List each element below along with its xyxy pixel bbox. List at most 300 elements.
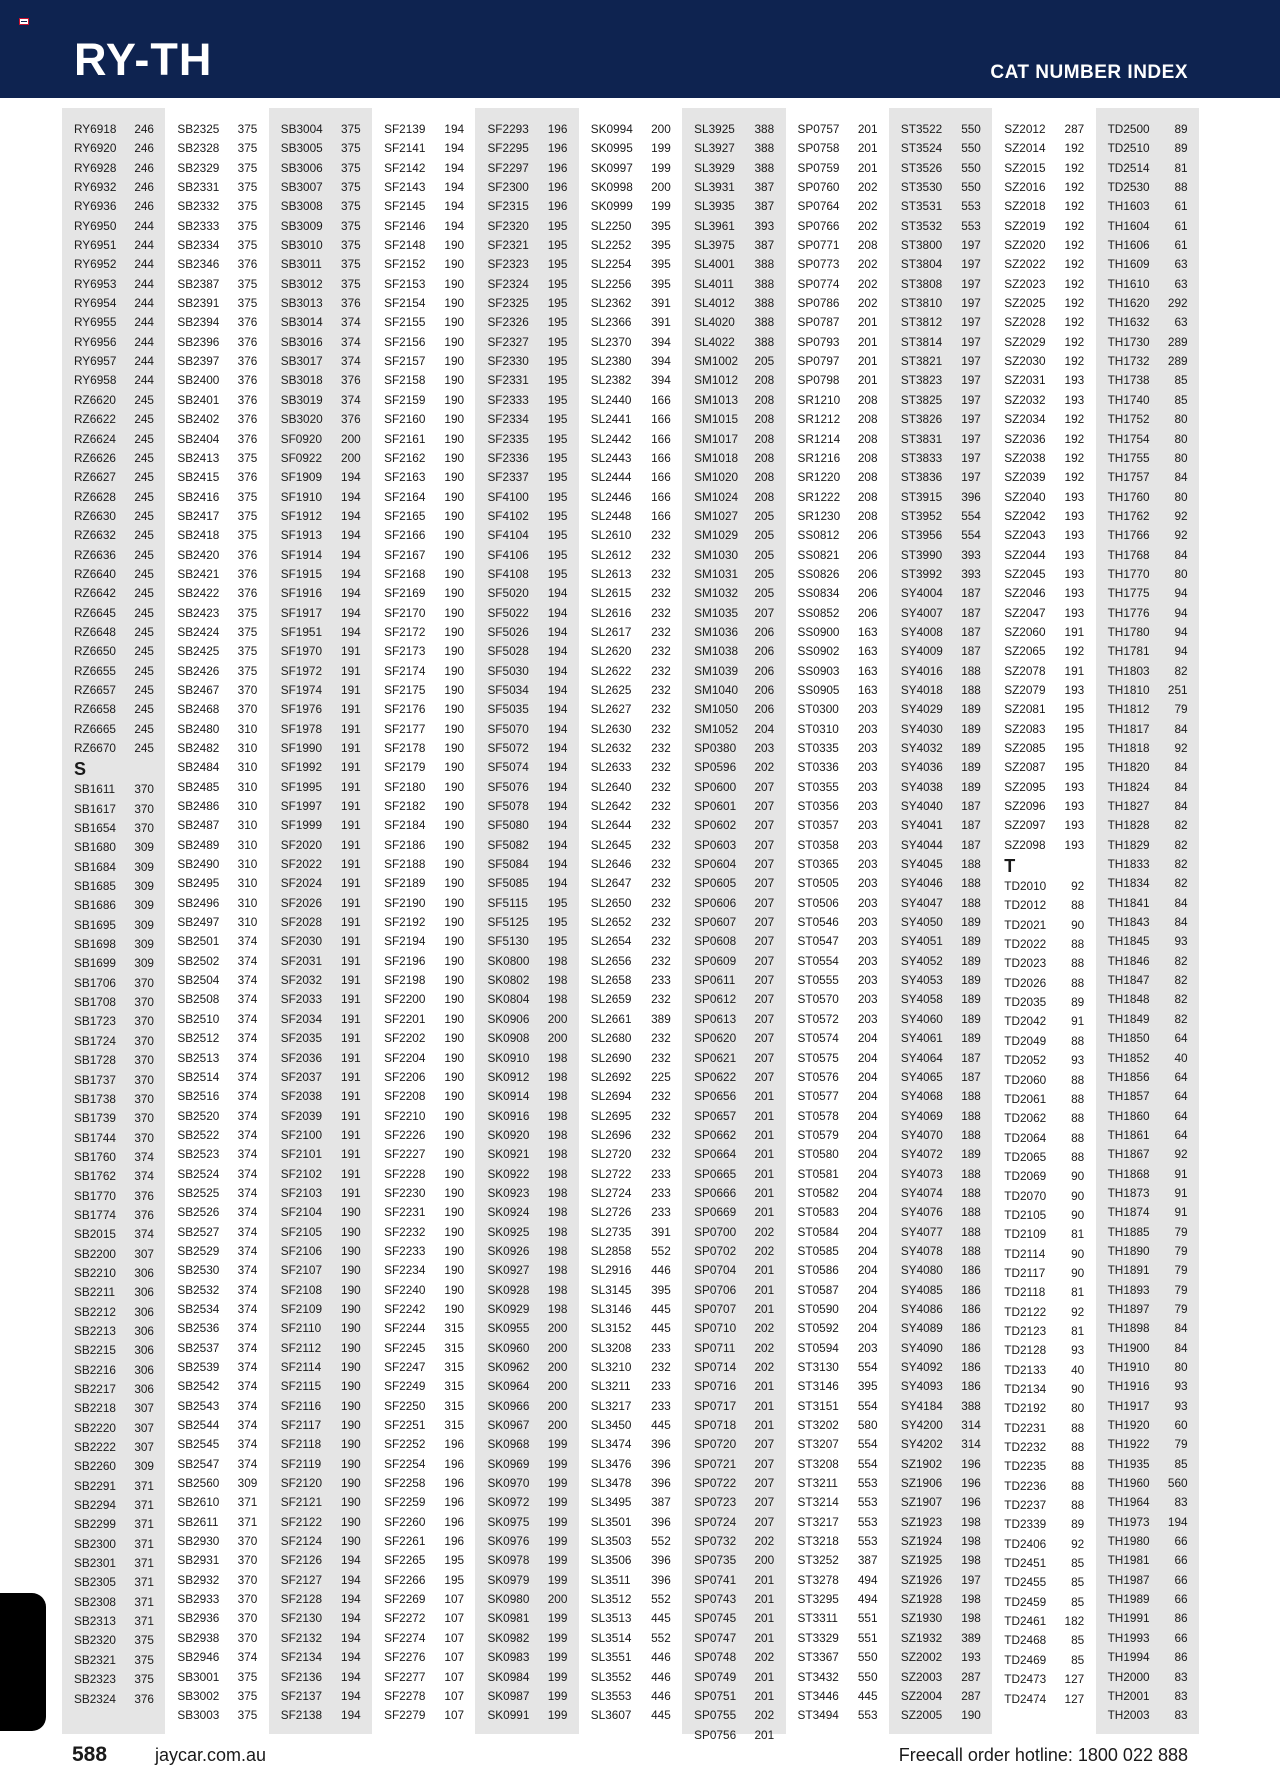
page-ref: 396 [651,1437,671,1452]
cat-number: SB1770 [74,1188,116,1203]
index-entry [901,778,992,797]
index-entry [487,1609,578,1628]
cat-number: SB2299 [74,1517,116,1532]
page-ref: 394 [651,334,671,349]
index-entry [281,816,372,835]
index-entry [1108,874,1199,893]
cat-number: RZ6636 [74,547,116,562]
page-ref: 206 [857,605,878,620]
cat-number: ST3956 [900,528,943,543]
index-entry [694,1145,785,1164]
index-entry [487,1049,578,1068]
page-ref: 245 [134,489,154,504]
page-ref: 374 [237,1166,258,1181]
cat-number: SY4184 [900,1398,943,1413]
page-ref: 166 [651,508,671,523]
index-entry [487,990,578,1009]
cat-number: SL2440 [590,392,632,407]
cat-number: SP0723 [694,1495,737,1510]
cat-number: TH1994 [1107,1650,1150,1665]
page-ref: 192 [1064,238,1085,253]
page-ref: 376 [237,373,258,388]
index-entry [1108,178,1199,197]
page-ref: 246 [134,122,154,136]
index-entry [74,313,165,332]
cat-number: SB2537 [177,1340,220,1355]
cat-number: TH1900 [1107,1340,1150,1355]
index-entry [694,294,785,313]
index-entry [281,642,372,661]
page-ref: 197 [961,373,981,388]
cat-number: SL2650 [590,895,632,910]
index-entry [694,178,785,197]
page-ref: 289 [1167,334,1188,349]
index-entry [901,1184,992,1203]
index-entry [177,1223,268,1242]
cat-number: RZ6632 [74,528,116,543]
cat-number: SK0978 [487,1553,530,1568]
cat-number: SP0716 [694,1379,737,1394]
index-entry [281,236,372,255]
index-entry [384,1648,475,1667]
page-ref: 233 [651,1166,671,1181]
cat-number: TH1768 [1107,547,1150,562]
index-entry [1004,1670,1095,1689]
page-ref: 203 [857,702,878,717]
cat-number: SF2266 [384,1572,426,1587]
cat-number: SZ2030 [1004,354,1046,369]
index-entry [1004,1554,1095,1573]
website-link[interactable]: jaycar.com.au [155,1745,267,1765]
page-ref: 198 [547,1166,568,1181]
page-ref: 190 [341,1360,361,1374]
cat-number: SS0812 [797,528,840,543]
cat-number: SB3020 [280,412,323,427]
page-ref: 196 [547,180,568,195]
page-ref: 194 [444,160,465,175]
page-ref: 187 [961,818,981,833]
page-ref: 80 [1174,412,1188,427]
cat-number: SR1216 [797,450,841,465]
cat-number: ST0355 [797,779,839,794]
cat-number: SF2230 [384,1185,426,1200]
page-ref: 306 [134,1304,154,1319]
index-entry [591,1377,682,1396]
page-ref: 244 [134,218,154,233]
index-entry [694,681,785,700]
cat-number: TD2237 [1004,1498,1047,1513]
index-entry [1004,159,1095,178]
cat-number: SY4060 [900,1011,943,1026]
index-entry [901,1165,992,1184]
cat-number: TH1752 [1107,412,1150,427]
page-header [0,0,1280,98]
page-ref: 186 [961,1321,981,1336]
cat-number: SF2208 [384,1089,426,1104]
index-entry [798,932,889,951]
page-ref: 191 [341,644,361,659]
index-entry [694,565,785,584]
cat-number: SF2137 [280,1688,323,1703]
page-ref: 375 [237,296,258,311]
index-entry [591,1184,682,1203]
index-entry [177,1242,268,1261]
index-entry [1004,877,1095,896]
index-entry [74,1109,165,1128]
cat-number: RZ6645 [74,605,116,620]
page-ref: 191 [341,1089,361,1104]
cat-number: SP0620 [694,1031,737,1046]
cat-number: TD2236 [1004,1478,1047,1493]
index-entry [901,120,992,139]
page-ref: 550 [961,160,981,175]
page-ref: 208 [857,431,878,446]
cat-number: SF5030 [487,663,529,678]
index-entry [1004,1477,1095,1496]
cat-number: SF2188 [384,857,426,872]
page-ref: 195 [547,238,568,253]
index-entry [74,1554,165,1573]
index-entry [384,758,475,777]
cat-number: RZ6622 [74,412,116,427]
cat-number: TH1868 [1107,1166,1150,1181]
cat-number: SK0906 [487,1011,530,1026]
index-entry [694,1493,785,1512]
page-ref: 195 [547,334,568,349]
page-ref: 374 [134,1169,154,1184]
cat-number: ST3836 [900,470,943,485]
page-ref: 82 [1174,973,1188,988]
page-ref: 196 [444,1456,465,1471]
page-ref: 195 [547,315,568,330]
index-entry [487,1590,578,1609]
page-ref: 192 [1064,431,1085,446]
cat-number: SF2179 [384,760,426,775]
page-ref: 64 [1174,1089,1188,1104]
index-entry [591,1532,682,1551]
index-entry [591,352,682,371]
index-entry [798,1706,889,1725]
cat-number: SL3450 [590,1418,632,1433]
cat-number: SF2117 [280,1418,322,1433]
cat-number: SP0602 [694,818,737,833]
index-entry [487,932,578,951]
page-ref: 190 [341,1534,361,1549]
page-ref: 375 [237,199,258,214]
cat-number: SF4102 [487,508,529,523]
cat-number: SY4040 [900,799,943,814]
index-entry [1004,1496,1095,1515]
index-entry [177,565,268,584]
index-entry [177,1319,268,1338]
index-entry [901,1629,992,1648]
cat-number: SF2189 [384,876,426,891]
cat-number: SZ2044 [1004,547,1046,562]
page-ref: 203 [857,953,878,968]
page-ref: 199 [547,1611,568,1626]
cat-number: TH1810 [1107,682,1150,697]
page-ref: 189 [961,915,981,930]
index-entry [177,952,268,971]
page-ref: 93 [1071,1343,1085,1358]
cat-number: RY6953 [74,276,117,291]
cat-number: SF2261 [384,1534,426,1549]
index-entry [281,1532,372,1551]
cat-number: TD2500 [1107,122,1150,136]
page-ref: 393 [961,547,981,562]
cat-number: TH1824 [1107,779,1150,794]
page-ref: 198 [547,1089,568,1104]
index-entry [1004,816,1095,835]
index-entry [487,120,578,139]
index-entry [1004,178,1095,197]
cat-number: SF2336 [487,450,529,465]
index-entry [1108,449,1199,468]
page-ref: 188 [961,1205,981,1220]
index-entry [177,236,268,255]
index-entry [901,739,992,758]
index-entry [901,700,992,719]
cat-number: SL3552 [590,1669,632,1684]
index-entry [487,546,578,565]
page-ref: 375 [237,528,258,543]
index-entry [281,275,372,294]
index-entry [487,449,578,468]
index-entry [384,1010,475,1029]
page-ref: 85 [1071,1633,1085,1648]
index-entry [1004,1612,1095,1631]
cat-number: TD2469 [1004,1652,1047,1667]
cat-number: RZ6640 [74,566,116,581]
page-ref: 199 [547,1650,568,1665]
index-entry [281,1571,372,1590]
index-entry [74,371,165,390]
cat-number: SL2695 [590,1108,632,1123]
index-entry [1004,275,1095,294]
index-entry [281,1261,372,1280]
index-entry [591,1087,682,1106]
index-entry [74,916,165,935]
index-entry [798,1416,889,1435]
cat-number: SP0755 [694,1708,737,1723]
index-entry [901,1590,992,1609]
cat-number: SB2522 [177,1127,220,1142]
cat-number: TH1848 [1107,992,1150,1007]
index-entry [177,1513,268,1532]
page-ref: 203 [857,895,878,910]
index-entry [177,1358,268,1377]
index-entry [177,700,268,719]
cat-number: SF2124 [280,1534,323,1549]
cat-number: SF1916 [280,586,323,601]
cat-number: SF2202 [384,1031,426,1046]
page-ref: 232 [651,1147,671,1162]
page-ref: 194 [547,818,568,833]
page-ref: 64 [1174,1108,1188,1123]
index-entry [384,546,475,565]
index-entry [74,584,165,603]
cat-number: SF2333 [487,392,529,407]
page-ref: 315 [444,1360,465,1374]
page-ref: 203 [857,934,878,949]
index-entry [694,1532,785,1551]
cat-number: SF2315 [487,199,529,214]
page-ref: 198 [961,1611,981,1626]
page-ref: 194 [341,624,361,639]
cat-number: SM1031 [694,566,739,581]
page-ref: 204 [857,1050,878,1065]
page-ref: 190 [444,257,465,272]
index-entry [591,139,682,158]
page-ref: 190 [444,1243,465,1258]
page-ref: 202 [754,1340,775,1355]
page-ref: 85 [1071,1556,1085,1571]
cat-number: SB2387 [177,276,220,291]
cat-number: SL2647 [590,876,632,891]
page-ref: 374 [237,1418,258,1433]
page-ref: 88 [1071,1420,1085,1435]
cat-number: SB2497 [177,915,220,930]
index-entry [487,720,578,739]
cat-number: SZ2038 [1004,450,1046,465]
index-entry [177,197,268,216]
page-ref: 194 [341,586,361,601]
page-ref: 208 [754,412,775,427]
cat-number: SK0912 [487,1069,530,1084]
page-ref: 196 [547,199,568,214]
index-entry [384,139,475,158]
cat-number: ST3800 [900,238,943,253]
page-ref: 92 [1071,1536,1085,1551]
cat-number: ST0579 [797,1127,839,1142]
page-ref: 208 [857,450,878,465]
index-entry [1004,468,1095,487]
cat-number: SF2252 [384,1437,426,1452]
cat-number: TH1812 [1107,702,1150,717]
page-ref: 201 [857,122,878,136]
page-ref: 190 [444,431,465,446]
page-ref: 376 [237,566,258,581]
index-entry [591,1261,682,1280]
cat-number: SM1029 [694,528,739,543]
page-ref: 188 [961,1185,981,1200]
cat-number: SL3927 [694,141,735,156]
page-ref: 371 [134,1478,154,1493]
page-ref: 204 [857,1147,878,1162]
page-ref: 94 [1174,644,1188,659]
cat-number: TD2232 [1004,1440,1047,1455]
cat-number: SF2331 [487,373,529,388]
cat-number: SK0802 [487,973,530,988]
index-entry [591,526,682,545]
cat-number: SF4104 [487,528,529,543]
page-ref: 202 [857,199,878,214]
index-entry [487,816,578,835]
page-ref: 245 [134,586,154,601]
page-ref: 192 [1064,141,1085,156]
index-entry [177,430,268,449]
page-ref: 195 [547,934,568,949]
page-ref: 201 [754,1727,775,1742]
page-ref: 206 [754,644,775,659]
cat-number: SS0900 [797,624,840,639]
page-ref: 91 [1174,1205,1188,1220]
page-ref: 310 [237,857,258,872]
page-ref: 190 [341,1205,361,1220]
page-ref: 88 [1071,1459,1085,1474]
page-ref: 194 [1167,1514,1188,1529]
index-entry [798,1339,889,1358]
index-entry [384,1455,475,1474]
page-ref: 187 [961,1069,981,1084]
cat-number: ST3211 [797,1476,838,1491]
index-entry [177,391,268,410]
page-ref: 207 [754,818,775,833]
page-ref: 107 [444,1650,465,1665]
index-entry [384,1068,475,1087]
cat-number: SF2182 [384,799,426,814]
index-entry [694,1648,785,1667]
index-entry [74,974,165,993]
page-ref: 370 [134,1091,154,1106]
cat-number: SB2211 [74,1285,116,1300]
index-entry [74,430,165,449]
cat-number-index-table [62,108,1199,1742]
index-entry [281,352,372,371]
cat-number: SP0700 [694,1224,737,1239]
cat-number: SK0926 [487,1243,530,1258]
index-entry [1108,1435,1199,1454]
index-entry [1004,1129,1095,1148]
cat-number: SK0975 [487,1514,530,1529]
cat-number: SB1685 [74,879,116,894]
cat-number: TD2021 [1004,917,1047,932]
page-ref: 203 [857,721,878,736]
cat-number: SY4089 [900,1321,943,1336]
page-ref: 375 [341,160,361,175]
cat-number: SY4202 [900,1437,943,1452]
cat-number: TH1973 [1107,1514,1150,1529]
cat-number: ST3367 [797,1650,839,1665]
index-entry [798,584,889,603]
index-entry [901,449,992,468]
cat-number: SB3010 [280,238,323,253]
page-ref: 190 [341,1301,361,1316]
page-ref: 91 [1174,1166,1188,1181]
cat-number: SF2138 [280,1708,323,1723]
cat-number: SF2145 [384,199,426,214]
cat-number: SL3211 [590,1379,631,1394]
page-ref: 198 [547,1282,568,1297]
index-entry [74,120,165,139]
index-entry [798,546,889,565]
page-ref: 198 [547,1263,568,1278]
cat-number: ST3810 [900,296,943,311]
page-ref: 207 [754,953,775,968]
page-ref: 309 [134,898,154,913]
letter-heading: S [74,759,87,780]
page-ref: 190 [444,721,465,736]
index-entry [798,120,889,139]
page-ref: 190 [444,1301,465,1316]
index-entry [384,1513,475,1532]
index-entry [694,1049,785,1068]
cat-number: SB2523 [177,1147,220,1162]
index-entry [384,197,475,216]
page-ref: 94 [1174,624,1188,639]
index-entry [591,681,682,700]
page-ref: 203 [857,837,878,852]
